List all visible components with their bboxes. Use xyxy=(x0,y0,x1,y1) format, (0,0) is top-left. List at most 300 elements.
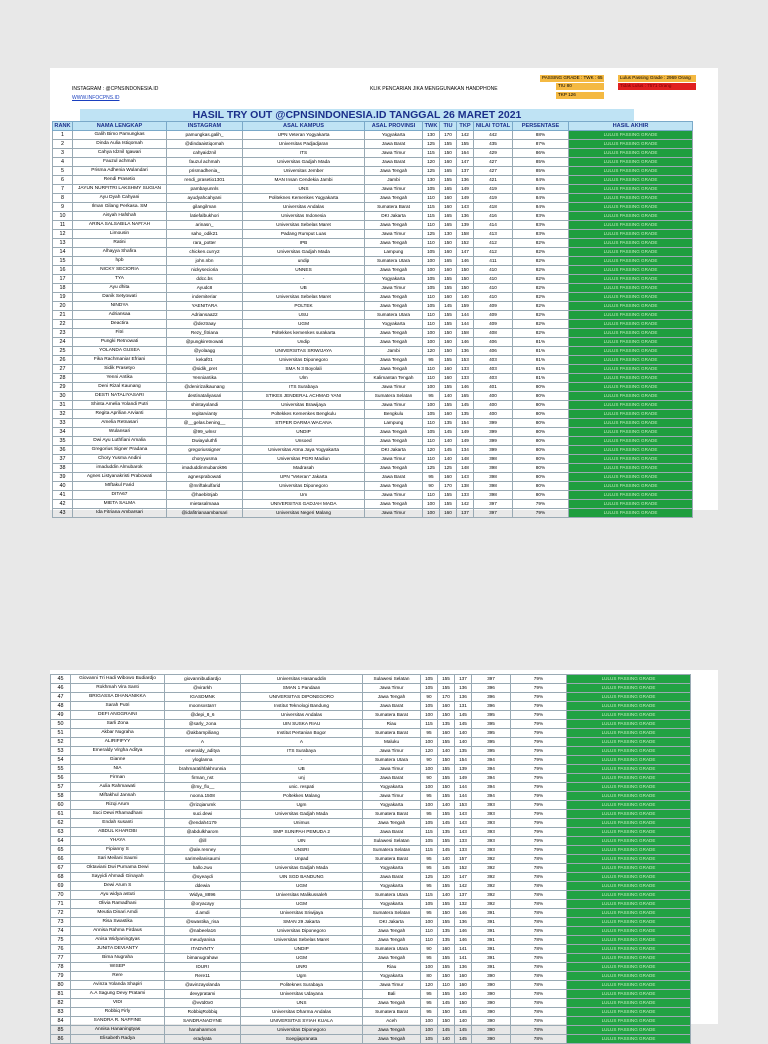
cell-instagram: ayudyahcahyani xyxy=(167,194,243,203)
cell-persentase: 78% xyxy=(511,873,567,882)
cell-hasil-akhir: LULUS PASSING GRADE xyxy=(569,509,693,518)
cell-hasil-akhir: LULUS PASSING GRADE xyxy=(569,446,693,455)
cell-tiu: 160 xyxy=(438,702,455,711)
cell-persentase: 82% xyxy=(513,275,569,284)
cell-tkp: 146 xyxy=(455,927,472,936)
cell-twk: 90 xyxy=(421,693,438,702)
cell-instagram: eradyata xyxy=(165,1035,241,1044)
cell-kampus: unic. respati xyxy=(241,783,363,792)
cell-nilai-total: 411 xyxy=(474,257,513,266)
cell-kampus: - xyxy=(241,756,363,765)
cell-tkp: 144 xyxy=(455,792,472,801)
cell-tkp: 155 xyxy=(457,140,474,149)
cell-instagram: @sidik_pret xyxy=(167,365,243,374)
cell-instagram: emeraldy_aditya xyxy=(165,747,241,756)
column-header-twk: TWK xyxy=(423,122,440,131)
cell-rank: 1 xyxy=(53,131,73,140)
cell-nama: Rere xyxy=(71,972,165,981)
cell-nilai-total: 412 xyxy=(474,248,513,257)
cell-rank: 33 xyxy=(53,419,73,428)
table-row xyxy=(53,239,693,248)
cell-nilai-total: 392 xyxy=(472,891,511,900)
cell-rank: 75 xyxy=(51,936,71,945)
cell-hasil-akhir: LULUS PASSING GRADE xyxy=(569,239,693,248)
cell-nilai-total: 390 xyxy=(472,1008,511,1017)
table-row xyxy=(51,729,691,738)
cell-kampus: ITS Surabaya xyxy=(241,747,363,756)
cell-twk: 95 xyxy=(421,909,438,918)
cell-hasil-akhir: LULUS PASSING GRADE xyxy=(567,990,691,999)
cell-nama: Robbiq Firly xyxy=(71,1008,165,1017)
cell-nama: Endah susanti xyxy=(71,819,165,828)
cell-persentase: 82% xyxy=(513,293,569,302)
cell-nama: JUNITA DEVIANTY xyxy=(71,945,165,954)
cell-tkp: 136 xyxy=(455,684,472,693)
cell-twk: 110 xyxy=(423,437,440,446)
cell-kampus: UGM xyxy=(241,954,363,963)
table-row xyxy=(51,909,691,918)
cell-persentase: 79% xyxy=(511,837,567,846)
cell-instagram: d.amdi xyxy=(165,909,241,918)
cell-persentase: 80% xyxy=(513,473,569,482)
cell-rank: 66 xyxy=(51,855,71,864)
cell-instagram: Yenniantika xyxy=(167,374,243,383)
table-row xyxy=(53,446,693,455)
cell-twk: 120 xyxy=(421,981,438,990)
cell-tiu: 165 xyxy=(440,221,457,230)
table-row xyxy=(53,167,693,176)
cell-hasil-akhir: LULUS PASSING GRADE xyxy=(567,972,691,981)
cell-nilai-total: 401 xyxy=(474,383,513,392)
cell-provinsi: Jawa Barat xyxy=(363,828,421,837)
cell-tkp: 140 xyxy=(455,738,472,747)
cell-provinsi: Jawa Tengah xyxy=(365,437,423,446)
cell-twk: 110 xyxy=(423,239,440,248)
cell-tkp: 147 xyxy=(457,248,474,257)
cell-nama: Deactira xyxy=(73,320,167,329)
cell-hasil-akhir: LULUS PASSING GRADE xyxy=(569,437,693,446)
table-row xyxy=(53,284,693,293)
cell-kampus: ITS Surabaya xyxy=(243,383,365,392)
cell-tkp: 145 xyxy=(455,1035,472,1044)
cell-twk: 115 xyxy=(421,846,438,855)
cell-tkp: 150 xyxy=(457,275,474,284)
cell-nama: Ida Fitriana Ambarsari xyxy=(73,509,167,518)
cell-kampus: SMAN 29 Jakarta xyxy=(241,918,363,927)
table-row xyxy=(51,801,691,810)
cell-nama: Elisabeth Radya xyxy=(71,1035,165,1044)
cell-hasil-akhir: LULUS PASSING GRADE xyxy=(569,302,693,311)
table-row xyxy=(51,720,691,729)
cell-nama: Sayyidi Ahmadi Ginayah xyxy=(71,873,165,882)
cell-tiu: 160 xyxy=(440,266,457,275)
cell-rank: 79 xyxy=(51,972,71,981)
table-row xyxy=(53,491,693,500)
cell-nama: Dwi Ayu Luthfiani Amalia xyxy=(73,437,167,446)
website-link[interactable]: WWW.INFOCPNS.ID xyxy=(72,95,120,101)
cell-tkp: 133 xyxy=(457,374,474,383)
cell-kampus: Institut Teknologi Bandung xyxy=(241,702,363,711)
cell-nilai-total: 391 xyxy=(472,927,511,936)
cell-persentase: 80% xyxy=(513,410,569,419)
table-row xyxy=(53,329,693,338)
cell-rank: 5 xyxy=(53,167,73,176)
cell-provinsi: Sumatera Barat xyxy=(363,711,421,720)
cell-tkp: 146 xyxy=(457,257,474,266)
cell-rank: 78 xyxy=(51,963,71,972)
cell-tiu: 140 xyxy=(438,747,455,756)
cell-kampus: Universitas Sebelas Maret xyxy=(243,221,365,230)
cell-tkp: 135 xyxy=(457,410,474,419)
cell-nama: Anisa Widyaningtyas xyxy=(71,936,165,945)
cell-provinsi: Jawa Barat xyxy=(363,774,421,783)
cell-tkp: 153 xyxy=(457,356,474,365)
cell-nama: Galih Bimo Pamungkas xyxy=(73,131,167,140)
table-row xyxy=(51,981,691,990)
cell-nama: DITA67 xyxy=(73,491,167,500)
cell-tkp: 141 xyxy=(455,945,472,954)
cell-hasil-akhir: LULUS PASSING GRADE xyxy=(569,230,693,239)
cell-tkp: 136 xyxy=(457,176,474,185)
cell-hasil-akhir: LULUS PASSING GRADE xyxy=(567,702,691,711)
cell-kampus: UGM xyxy=(241,882,363,891)
cell-nama: Firman xyxy=(71,774,165,783)
cell-twk: 90 xyxy=(421,756,438,765)
cell-provinsi: Sumatera Barat xyxy=(365,203,423,212)
cell-rank: 35 xyxy=(53,437,73,446)
cell-nilai-total: 419 xyxy=(474,185,513,194)
cell-kampus: Universitas Diponegoro xyxy=(241,927,363,936)
cell-instagram: Rere11 xyxy=(165,972,241,981)
cell-provinsi: Jawa Tengah xyxy=(365,266,423,275)
cell-rank: 81 xyxy=(51,990,71,999)
cell-twk: 115 xyxy=(423,203,440,212)
cell-provinsi: Yogyakarta xyxy=(363,882,421,891)
cell-kampus: Universitas Diponegoro xyxy=(243,482,365,491)
cell-rank: 56 xyxy=(51,774,71,783)
cell-twk: 105 xyxy=(423,302,440,311)
cell-tiu: 155 xyxy=(440,284,457,293)
cell-tiu: 170 xyxy=(438,693,455,702)
cell-hasil-akhir: LULUS PASSING GRADE xyxy=(567,846,691,855)
cell-kampus: - xyxy=(243,275,365,284)
cell-rank: 51 xyxy=(51,729,71,738)
cell-rank: 17 xyxy=(53,275,73,284)
cell-persentase: 79% xyxy=(511,774,567,783)
cell-tkp: 154 xyxy=(455,756,472,765)
cell-nilai-total: 392 xyxy=(472,882,511,891)
cell-twk: 100 xyxy=(423,383,440,392)
cell-instagram: @denirizalkaunang xyxy=(167,383,243,392)
cell-kampus: Ugm xyxy=(241,972,363,981)
cell-tiu: 150 xyxy=(440,239,457,248)
cell-rank: 62 xyxy=(51,819,71,828)
cell-instagram: destinataliyasari xyxy=(167,392,243,401)
cell-instagram: @dindaaistiqomah xyxy=(167,140,243,149)
cell-hasil-akhir: LULUS PASSING GRADE xyxy=(567,936,691,945)
cell-nama: Amelia Retnasari xyxy=(73,419,167,428)
table-row xyxy=(51,747,691,756)
cell-kampus: Politeknes Surabaya xyxy=(241,981,363,990)
cell-tkp: 137 xyxy=(457,167,474,176)
cell-kampus: UGM xyxy=(243,320,365,329)
cell-persentase: 79% xyxy=(513,500,569,509)
table-row xyxy=(51,819,691,828)
cell-nama: DESTI NATALIYASARI xyxy=(73,392,167,401)
cell-nama: Emeraldy Virgha Aditya xyxy=(71,747,165,756)
cell-twk: 110 xyxy=(423,455,440,464)
cell-nilai-total: 394 xyxy=(472,765,511,774)
cell-nilai-total: 413 xyxy=(474,230,513,239)
cell-hasil-akhir: LULUS PASSING GRADE xyxy=(567,774,691,783)
cell-kampus: UNDIP xyxy=(243,428,365,437)
cell-nama: NICKY SECIORIA xyxy=(73,266,167,275)
cell-provinsi: Jawa Tengah xyxy=(365,302,423,311)
cell-kampus: Universitas Gadjah Mada xyxy=(243,248,365,257)
table-row xyxy=(53,419,693,428)
cell-hasil-akhir: LULUS PASSING GRADE xyxy=(567,963,691,972)
cell-tiu: 155 xyxy=(438,765,455,774)
cell-provinsi: Bengkulu xyxy=(365,410,423,419)
cell-nilai-total: 409 xyxy=(474,320,513,329)
cell-instagram: mietasalmaaa xyxy=(167,500,243,509)
cell-instagram: @swastika_risa xyxy=(165,918,241,927)
cell-provinsi: DKI Jakarta xyxy=(363,918,421,927)
cell-rank: 83 xyxy=(51,1008,71,1017)
cell-provinsi: Sumatera Selatan xyxy=(365,392,423,401)
cell-provinsi: Sumatera Utara xyxy=(363,891,421,900)
cell-twk: 105 xyxy=(423,275,440,284)
cell-nilai-total: 418 xyxy=(474,203,513,212)
table-row xyxy=(53,311,693,320)
cell-nilai-total: 395 xyxy=(472,711,511,720)
cell-persentase: 81% xyxy=(513,374,569,383)
cell-kampus: IPB xyxy=(243,239,365,248)
cell-nama: Fitri xyxy=(73,329,167,338)
table-row xyxy=(53,410,693,419)
page-title: HASIL TRY OUT @CPNSINDONESIA.ID TANGGAL 26 MARET 2021 xyxy=(80,109,634,121)
cell-twk: 125 xyxy=(423,167,440,176)
cell-twk: 110 xyxy=(423,194,440,203)
cell-nilai-total: 412 xyxy=(474,239,513,248)
cell-kampus: SMA N 3 Boyolali xyxy=(243,365,365,374)
cell-hasil-akhir: LULUS PASSING GRADE xyxy=(567,819,691,828)
cell-instagram: sarimeilanisaumi xyxy=(165,855,241,864)
cell-twk: 110 xyxy=(423,374,440,383)
cell-kampus: Unimus xyxy=(241,819,363,828)
cell-nama: YHAYA xyxy=(71,837,165,846)
cell-rank: 2 xyxy=(53,140,73,149)
cell-tiu: 145 xyxy=(438,999,455,1008)
cell-twk: 100 xyxy=(423,266,440,275)
cell-kampus: Universitas Gadjah Mada xyxy=(241,864,363,873)
cell-hasil-akhir: LULUS PASSING GRADE xyxy=(567,1017,691,1026)
cell-persentase: 84% xyxy=(513,176,569,185)
cell-tiu: 160 xyxy=(440,203,457,212)
cell-rank: 46 xyxy=(51,684,71,693)
cell-provinsi: Jawa Timur xyxy=(363,792,421,801)
lulus-count: Lulus Passing Grade : 2969 Orang xyxy=(618,75,696,82)
cell-tkp: 137 xyxy=(455,891,472,900)
cell-persentase: 78% xyxy=(511,963,567,972)
cell-provinsi: Jawa Tengah xyxy=(365,464,423,473)
cell-nilai-total: 391 xyxy=(472,963,511,972)
cell-provinsi: Jawa Tengah xyxy=(363,819,421,828)
cell-nilai-total: 416 xyxy=(474,212,513,221)
cell-rank: 60 xyxy=(51,801,71,810)
table-row xyxy=(53,185,693,194)
cell-instagram: yloglanna xyxy=(165,756,241,765)
cell-persentase: 86% xyxy=(513,149,569,158)
cell-nilai-total: 398 xyxy=(474,473,513,482)
cell-instagram: prismadhenia_ xyxy=(167,167,243,176)
table-row xyxy=(53,392,693,401)
cell-nilai-total: 396 xyxy=(472,693,511,702)
cell-hasil-akhir: LULUS PASSING GRADE xyxy=(569,410,693,419)
cell-instagram: @akbarnpiliang xyxy=(165,729,241,738)
cell-tkp: 144 xyxy=(455,783,472,792)
cell-tiu: 160 xyxy=(440,338,457,347)
cell-tkp: 149 xyxy=(457,194,474,203)
cell-nama: Wulansari xyxy=(73,428,167,437)
cell-tiu: 155 xyxy=(438,963,455,972)
table-row xyxy=(53,374,693,383)
cell-tkp: 136 xyxy=(455,963,472,972)
cell-hasil-akhir: LULUS PASSING GRADE xyxy=(569,212,693,221)
table-row xyxy=(51,972,691,981)
cell-nama: Cahya Idznil Igawari xyxy=(73,149,167,158)
cell-kampus: UGM xyxy=(241,900,363,909)
cell-kampus: MAN Insan Cendekia Jambi xyxy=(243,176,365,185)
cell-persentase: 82% xyxy=(513,266,569,275)
cell-instagram: bimanugrahaw xyxy=(165,954,241,963)
cell-rank: 25 xyxy=(53,347,73,356)
cell-hasil-akhir: LULUS PASSING GRADE xyxy=(567,810,691,819)
cell-kampus: Ulm xyxy=(243,374,365,383)
cell-provinsi: Jawa Timur xyxy=(365,455,423,464)
cell-provinsi: Sumatera Utara xyxy=(365,311,423,320)
cell-hasil-akhir: LULUS PASSING GRADE xyxy=(567,693,691,702)
cell-persentase: 78% xyxy=(511,918,567,927)
cell-nama: Rizqi Arum xyxy=(71,801,165,810)
cell-nama: NIA xyxy=(71,765,165,774)
table-row xyxy=(53,203,693,212)
cell-provinsi: Sumatera Barat xyxy=(363,855,421,864)
cell-kampus: SMAN 1 Pandaan xyxy=(241,684,363,693)
cell-rank: 50 xyxy=(51,720,71,729)
cell-instagram: john.nbn xyxy=(167,257,243,266)
cell-provinsi: Jawa Timur xyxy=(365,185,423,194)
cell-instagram: @abdulkharom xyxy=(165,828,241,837)
cell-persentase: 80% xyxy=(513,428,569,437)
cell-nilai-total: 442 xyxy=(474,131,513,140)
cell-persentase: 84% xyxy=(513,185,569,194)
cell-hasil-akhir: LULUS PASSING GRADE xyxy=(567,675,691,684)
cell-instagram: Ayudc8 xyxy=(167,284,243,293)
cell-kampus: Politeknes Kemenkes Yogyakarta xyxy=(243,194,365,203)
cell-tkp: 158 xyxy=(457,230,474,239)
cell-rank: 54 xyxy=(51,756,71,765)
cell-twk: 95 xyxy=(421,1008,438,1017)
table-row xyxy=(51,693,691,702)
cell-kampus: Undip xyxy=(243,338,365,347)
cell-nilai-total: 397 xyxy=(472,675,511,684)
cell-instagram: firman_nst xyxy=(165,774,241,783)
cell-nilai-total: 403 xyxy=(474,365,513,374)
cell-persentase: 79% xyxy=(511,729,567,738)
cell-nama: JAYUN NURFITRI LAKSHMY SUGIAN xyxy=(73,185,167,194)
cell-hasil-akhir: LULUS PASSING GRADE xyxy=(569,194,693,203)
cell-instagram: gregoriussigner xyxy=(167,446,243,455)
cell-tkp: 149 xyxy=(457,428,474,437)
cell-nilai-total: 400 xyxy=(474,410,513,419)
cell-tiu: 140 xyxy=(438,1035,455,1044)
table-row xyxy=(51,891,691,900)
cell-provinsi: Kalimantan Tengah xyxy=(365,374,423,383)
cell-nilai-total: 406 xyxy=(474,347,513,356)
cell-nama: Fauzul achmah xyxy=(73,158,167,167)
cell-tkp: 143 xyxy=(455,828,472,837)
cell-instagram: @syeaydi xyxy=(165,873,241,882)
cell-nilai-total: 391 xyxy=(472,945,511,954)
cell-persentase: 78% xyxy=(511,1017,567,1026)
cell-twk: 95 xyxy=(421,990,438,999)
cell-nilai-total: 410 xyxy=(474,275,513,284)
cell-provinsi: Jawa Tengah xyxy=(363,693,421,702)
cell-twk: 100 xyxy=(421,1026,438,1035)
cell-twk: 100 xyxy=(421,1017,438,1026)
cell-twk: 95 xyxy=(423,356,440,365)
cell-provinsi: Jawa Tengah xyxy=(365,221,423,230)
cell-instagram: devypratami xyxy=(165,990,241,999)
cell-nama: Aulia Rahmawati xyxy=(71,783,165,792)
cell-nilai-total: 397 xyxy=(474,500,513,509)
cell-nama: Aisyah Hafshah xyxy=(73,212,167,221)
cell-rank: 64 xyxy=(51,837,71,846)
cell-hasil-akhir: LULUS PASSING GRADE xyxy=(569,257,693,266)
cell-tiu: 150 xyxy=(440,149,457,158)
table-row xyxy=(51,756,691,765)
column-header-provinsi: ASAL PROVINSI xyxy=(365,122,423,131)
cell-twk: 80 xyxy=(421,972,438,981)
cell-kampus: UNS xyxy=(243,185,365,194)
cell-nama: Gianne xyxy=(71,756,165,765)
cell-hasil-akhir: LULUS PASSING GRADE xyxy=(567,747,691,756)
cell-rank: 36 xyxy=(53,446,73,455)
cell-twk: 95 xyxy=(421,855,438,864)
column-header-rank: RANK xyxy=(54,123,71,129)
cell-twk: 115 xyxy=(421,828,438,837)
cell-provinsi: Sumatera Utara xyxy=(363,945,421,954)
table-row xyxy=(51,783,691,792)
cell-nama: Ayu widya astuti xyxy=(71,891,165,900)
cell-nilai-total: 399 xyxy=(474,419,513,428)
cell-hasil-akhir: LULUS PASSING GRADE xyxy=(567,999,691,1008)
cell-nama: Pungki Retnowati xyxy=(73,338,167,347)
table-row xyxy=(53,464,693,473)
cell-nama: MIETA SALMA xyxy=(73,500,167,509)
cell-instagram: IGASDMNK xyxy=(165,693,241,702)
cell-tiu: 155 xyxy=(440,356,457,365)
cell-instagram: hanahanmon xyxy=(165,1026,241,1035)
cell-hasil-akhir: LULUS PASSING GRADE xyxy=(569,392,693,401)
cell-rank: 80 xyxy=(51,981,71,990)
cell-persentase: 85% xyxy=(513,167,569,176)
cell-twk: 125 xyxy=(423,230,440,239)
cell-instagram: IDURI xyxy=(165,963,241,972)
cell-persentase: 78% xyxy=(511,972,567,981)
cell-kampus: Poltekkes kemenkes surakarta xyxy=(243,329,365,338)
